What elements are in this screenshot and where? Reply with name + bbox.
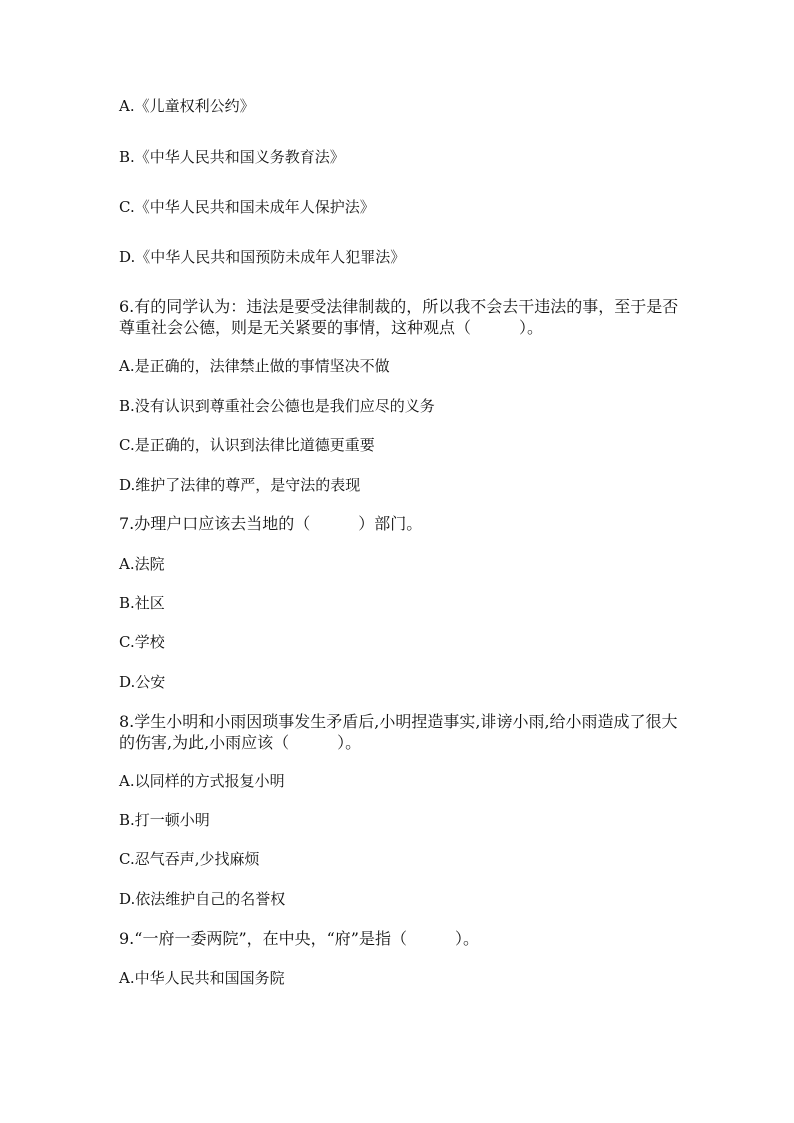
option-a-q5: A.《儿童权利公约》 [119,97,255,115]
question-8: 8.学生小明和小雨因琐事发生矛盾后,小明捏造事实,诽谤小雨,给小雨造成了很大的伤害,为此,小雨应该（ ）。 [119,712,678,752]
option-c-q7: C.学校 [119,633,165,651]
option-b-q6: B.没有认识到尊重社会公德也是我们应尽的义务 [119,397,435,415]
option-b-q7: B.社区 [119,594,165,612]
option-b-q8: B.打一顿小明 [119,811,210,829]
question-6: 6.有的同学认为：违法是要受法律制裁的，所以我不会去干违法的事，至于是否尊重社会公德，则是无关紧要的事情，这种观点（ ）。 [119,297,679,337]
option-a-q9: A.中华人民共和国国务院 [119,969,285,987]
option-a-q8: A.以同样的方式报复小明 [119,772,285,790]
question-7: 7.办理户口应该去当地的（ ）部门。 [119,514,423,533]
option-a-q7: A.法院 [119,555,165,573]
option-c-q6: C.是正确的，认识到法律比道德更重要 [119,436,375,454]
option-d-q6: D.维护了法律的尊严，是守法的表现 [119,476,361,494]
option-c-q5: C.《中华人民共和国未成年人保护法》 [119,198,375,216]
option-d-q5: D.《中华人民共和国预防未成年人犯罪法》 [119,248,406,266]
option-d-q8: D.依法维护自己的名誉权 [119,890,286,908]
option-c-q8: C.忍气吞声,少找麻烦 [119,850,260,868]
option-d-q7: D.公安 [119,673,166,691]
question-9: 9.“一府一委两院”，在中央，“府”是指（ ）。 [119,929,479,948]
option-b-q5: B.《中华人民共和国义务教育法》 [119,148,345,166]
option-a-q6: A.是正确的，法律禁止做的事情坚决不做 [119,357,390,375]
